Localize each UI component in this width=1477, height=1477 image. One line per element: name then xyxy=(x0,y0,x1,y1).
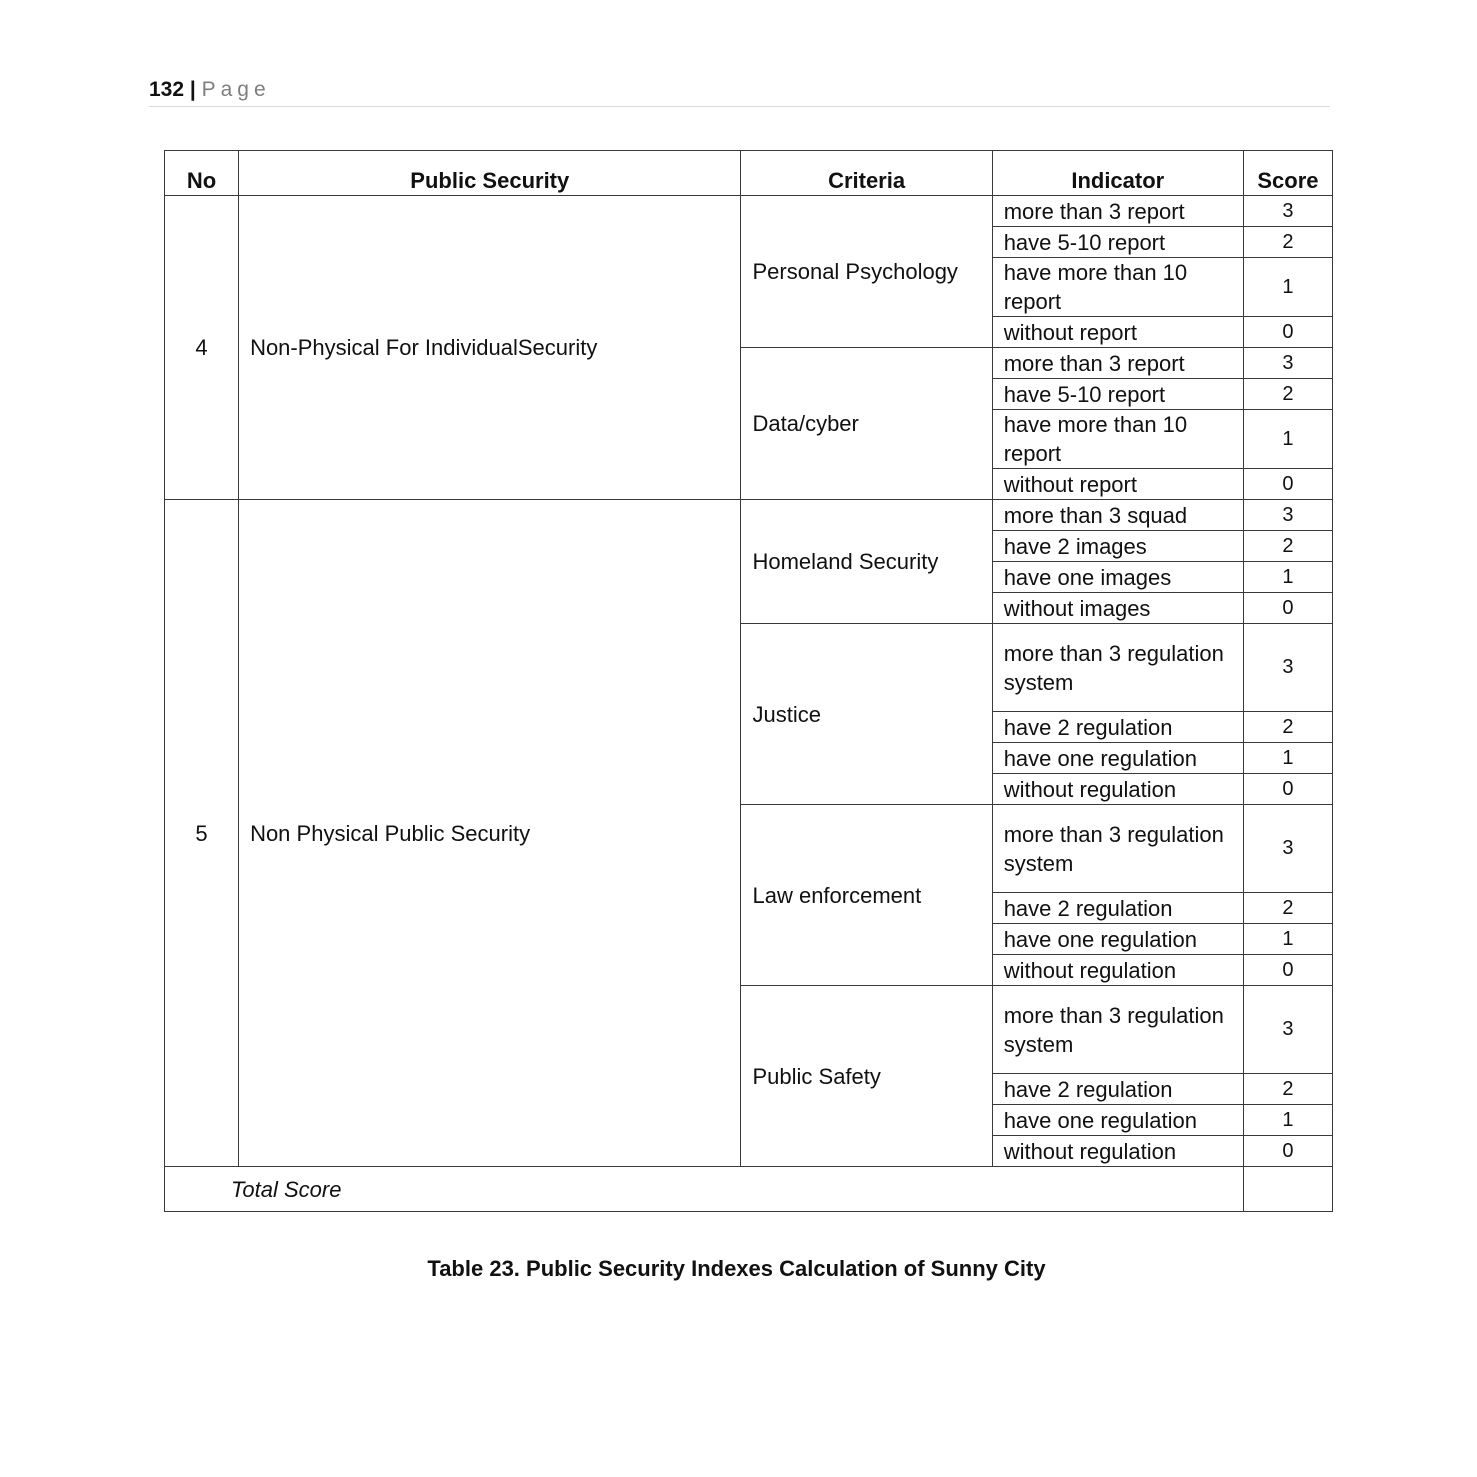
total-row xyxy=(165,1167,1333,1212)
score-cell: 3 xyxy=(1243,196,1332,227)
score-cell: 3 xyxy=(1243,986,1332,1074)
column-header-score: Score xyxy=(1243,151,1332,196)
indicator-cell: without report xyxy=(992,469,1243,500)
score-cell: 0 xyxy=(1243,774,1332,805)
indicator-cell: have one regulation xyxy=(992,743,1243,774)
indicator-cell: more than 3 regulation system xyxy=(992,986,1243,1074)
page-label: Page xyxy=(201,78,271,101)
indicator-cell: without regulation xyxy=(992,955,1243,986)
indicator-cell: have 2 regulation xyxy=(992,712,1243,743)
score-cell: 0 xyxy=(1243,955,1332,986)
criteria-cell: Justice xyxy=(741,624,992,805)
column-header-public-security: Public Security xyxy=(239,151,741,196)
score-cell: 1 xyxy=(1243,1105,1332,1136)
indicator-cell: have one regulation xyxy=(992,1105,1243,1136)
indicator-cell: have one regulation xyxy=(992,924,1243,955)
score-cell: 3 xyxy=(1243,624,1332,712)
criteria-cell: Homeland Security xyxy=(741,500,992,624)
row-number: 5 xyxy=(165,500,239,1167)
public-security-table xyxy=(164,150,1333,1212)
table-header-row xyxy=(165,151,1333,196)
column-header-no: No xyxy=(165,151,239,196)
indicator-cell: have 5-10 report xyxy=(992,379,1243,410)
column-header-criteria: Criteria xyxy=(741,151,992,196)
criteria-cell: Personal Psychology xyxy=(741,196,992,348)
score-cell: 1 xyxy=(1243,562,1332,593)
page-separator: | xyxy=(184,78,202,101)
score-cell: 2 xyxy=(1243,1074,1332,1105)
score-cell: 0 xyxy=(1243,593,1332,624)
score-cell: 3 xyxy=(1243,500,1332,531)
total-score-label: Total Score xyxy=(165,1167,1244,1212)
indicator-cell: more than 3 regulation system xyxy=(992,805,1243,893)
criteria-cell: Public Safety xyxy=(741,986,992,1167)
indicator-cell: more than 3 report xyxy=(992,196,1243,227)
score-cell: 1 xyxy=(1243,924,1332,955)
indicator-cell: have 5-10 report xyxy=(992,227,1243,258)
score-cell: 0 xyxy=(1243,469,1332,500)
indicator-cell: have 2 regulation xyxy=(992,1074,1243,1105)
score-cell: 2 xyxy=(1243,227,1332,258)
score-cell: 1 xyxy=(1243,410,1332,469)
table-row xyxy=(165,500,1333,531)
indicator-cell: without images xyxy=(992,593,1243,624)
score-cell: 2 xyxy=(1243,712,1332,743)
indicator-cell: more than 3 report xyxy=(992,348,1243,379)
column-header-indicator: Indicator xyxy=(992,151,1243,196)
criteria-cell: Data/cyber xyxy=(741,348,992,500)
page-number: 132 xyxy=(149,78,185,101)
score-cell: 1 xyxy=(1243,258,1332,317)
indicator-cell: without regulation xyxy=(992,774,1243,805)
total-score-value xyxy=(1243,1167,1332,1212)
score-cell: 3 xyxy=(1243,805,1332,893)
score-cell: 2 xyxy=(1243,531,1332,562)
indicator-cell: have more than 10 report xyxy=(992,410,1243,469)
indicator-cell: have more than 10 report xyxy=(992,258,1243,317)
public-security-cell: Non-Physical For IndividualSecurity xyxy=(239,196,741,500)
row-number: 4 xyxy=(165,196,239,500)
indicator-cell: without report xyxy=(992,317,1243,348)
score-cell: 0 xyxy=(1243,317,1332,348)
score-cell: 2 xyxy=(1243,893,1332,924)
page-header xyxy=(149,76,1330,107)
criteria-cell: Law enforcement xyxy=(741,805,992,986)
score-cell: 1 xyxy=(1243,743,1332,774)
score-cell: 3 xyxy=(1243,348,1332,379)
table-body xyxy=(165,196,1333,1167)
score-cell: 0 xyxy=(1243,1136,1332,1167)
table-row xyxy=(165,196,1333,227)
indicator-cell: have 2 images xyxy=(992,531,1243,562)
indicator-cell: have one images xyxy=(992,562,1243,593)
score-cell: 2 xyxy=(1243,379,1332,410)
table-caption: Table 23. Public Security Indexes Calculation of Sunny City xyxy=(427,1256,1046,1281)
indicator-cell: more than 3 regulation system xyxy=(992,624,1243,712)
indicator-cell: have 2 regulation xyxy=(992,893,1243,924)
public-security-cell: Non Physical Public Security xyxy=(239,500,741,1167)
indicator-cell: without regulation xyxy=(992,1136,1243,1167)
indicator-cell: more than 3 squad xyxy=(992,500,1243,531)
